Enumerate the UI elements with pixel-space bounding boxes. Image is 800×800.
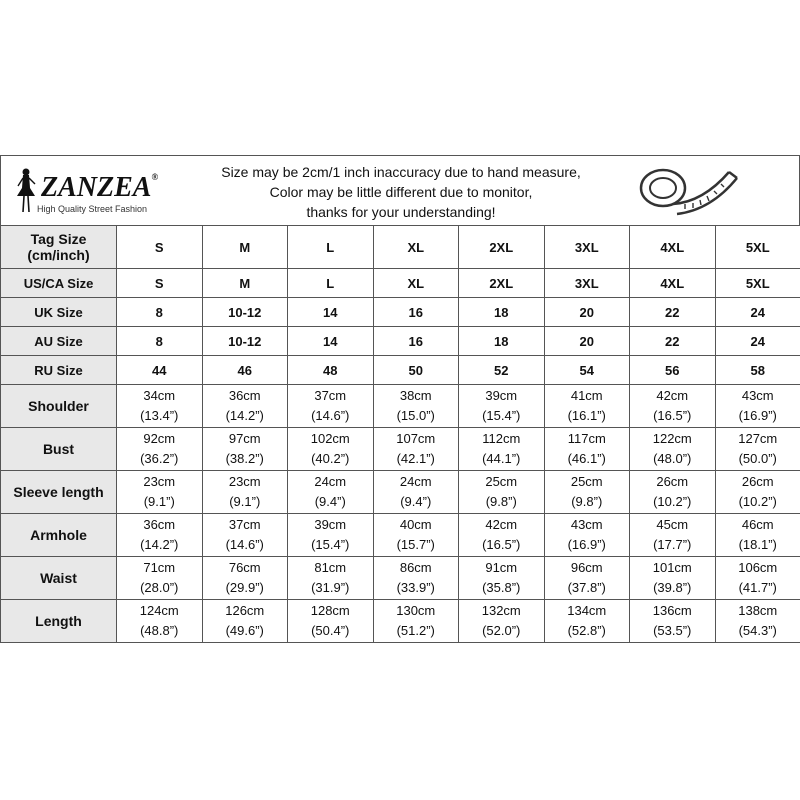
cm-value: 132cm: [481, 603, 521, 618]
measurement-cell: [459, 471, 545, 514]
notice-line-2: Color may be little different due to monitor,: [269, 184, 533, 200]
brand-tagline: High Quality Street Fashion: [37, 204, 148, 214]
inch-value: (40.2”): [311, 451, 350, 466]
measuring-tape-icon: [633, 158, 743, 224]
measurement-row: [1, 600, 800, 643]
cm-value: 138cm: [738, 603, 778, 618]
measurement-row: [1, 385, 800, 428]
measurement-row: [1, 471, 800, 514]
inch-value: (15.7”): [396, 537, 435, 552]
size-cell: 46: [202, 356, 288, 385]
size-cell: XL: [373, 269, 459, 298]
measurement-cell: [630, 514, 716, 557]
inch-value: (50.0”): [738, 451, 777, 466]
measurement-cell: [715, 471, 800, 514]
inch-value: (9.4”): [400, 494, 432, 509]
measurement-cell: [459, 557, 545, 600]
cm-value: 126cm: [225, 603, 265, 618]
size-cell: 16: [373, 327, 459, 356]
measurement-cell: [288, 557, 374, 600]
cm-value: 92cm: [143, 431, 176, 446]
cm-value: 91cm: [485, 560, 518, 575]
cm-value: 23cm: [228, 474, 261, 489]
cm-value: 106cm: [738, 560, 778, 575]
inch-value: (52.0”): [482, 623, 521, 638]
measurement-cell: [715, 557, 800, 600]
cm-value: 130cm: [396, 603, 436, 618]
measurement-cell: [459, 428, 545, 471]
measurement-cell: [117, 385, 203, 428]
measurement-cell: [288, 385, 374, 428]
cm-value: 37cm: [228, 517, 261, 532]
size-conversion-row: [1, 327, 800, 356]
inch-value: (37.8”): [567, 580, 606, 595]
inch-value: (48.8”): [140, 623, 179, 638]
inch-value: (10.2”): [738, 494, 777, 509]
inch-value: (15.4”): [311, 537, 350, 552]
chart-header: [0, 155, 800, 225]
cm-value: 101cm: [652, 560, 692, 575]
measurement-cell: [202, 385, 288, 428]
cm-value: 81cm: [314, 560, 347, 575]
inch-value: (33.9”): [396, 580, 435, 595]
measurement-cell: [544, 557, 630, 600]
size-cell: 54: [544, 356, 630, 385]
measurement-cell: [715, 385, 800, 428]
cm-value: 42cm: [485, 517, 518, 532]
measurement-cell: [288, 471, 374, 514]
inch-value: (15.4”): [482, 408, 521, 423]
cm-value: 39cm: [314, 517, 347, 532]
cm-value: 117cm: [567, 431, 606, 446]
row-label: Shoulder: [1, 385, 117, 428]
inch-value: (35.8”): [482, 580, 521, 595]
measurement-cell: [630, 471, 716, 514]
size-cell: 50: [373, 356, 459, 385]
cm-value: 25cm: [570, 474, 603, 489]
inch-value: (16.9”): [738, 408, 777, 423]
size-cell: S: [117, 226, 203, 269]
size-conversion-row: [1, 298, 800, 327]
inch-value: (54.3”): [738, 623, 777, 638]
size-cell: 24: [715, 327, 800, 356]
measurement-cell: [117, 428, 203, 471]
cm-value: 36cm: [143, 517, 176, 532]
cm-value: 24cm: [314, 474, 347, 489]
size-cell: 14: [288, 327, 374, 356]
cm-value: 96cm: [570, 560, 603, 575]
notice-line-3: thanks for your understanding!: [306, 204, 496, 220]
cm-value: 45cm: [656, 517, 689, 532]
measurement-cell: [630, 428, 716, 471]
measurement-row: [1, 557, 800, 600]
measurement-cell: [288, 600, 374, 643]
cm-value: 41cm: [570, 388, 603, 403]
cm-value: 112cm: [482, 431, 521, 446]
inch-value: (16.9”): [567, 537, 606, 552]
measurement-cell: [715, 428, 800, 471]
inch-value: (14.2”): [140, 537, 179, 552]
cm-value: 26cm: [741, 474, 774, 489]
inch-value: (48.0”): [653, 451, 692, 466]
size-cell: 5XL: [715, 226, 800, 269]
row-label: US/CA Size: [1, 269, 117, 298]
size-cell: M: [202, 226, 288, 269]
size-cell: 5XL: [715, 269, 800, 298]
cm-value: 128cm: [310, 603, 350, 618]
measurement-cell: [373, 600, 459, 643]
cm-value: 26cm: [656, 474, 689, 489]
inch-value: (41.7”): [738, 580, 777, 595]
measurement-cell: [202, 557, 288, 600]
measurement-cell: [459, 600, 545, 643]
size-cell: 44: [117, 356, 203, 385]
cm-value: 86cm: [399, 560, 432, 575]
cm-value: 107cm: [396, 431, 436, 446]
cm-value: 39cm: [485, 388, 518, 403]
size-cell: 22: [630, 327, 716, 356]
measurement-cell: [715, 514, 800, 557]
notice-line-1: Size may be 2cm/1 inch inaccuracy due to hand measure,: [221, 164, 581, 180]
cm-value: 124cm: [139, 603, 179, 618]
inch-value: (42.1”): [396, 451, 435, 466]
brand-logo: [7, 162, 167, 218]
row-label: Armhole: [1, 514, 117, 557]
size-cell: 22: [630, 298, 716, 327]
measurement-cell: [202, 471, 288, 514]
inch-value: (31.9”): [311, 580, 350, 595]
row-label: Waist: [1, 557, 117, 600]
inch-value: (49.6”): [225, 623, 264, 638]
inch-value: (14.6”): [225, 537, 264, 552]
size-cell: 58: [715, 356, 800, 385]
cm-value: 102cm: [310, 431, 350, 446]
size-chart: [0, 155, 800, 643]
inch-value: (14.2”): [225, 408, 264, 423]
size-cell: 16: [373, 298, 459, 327]
measurement-row: [1, 514, 800, 557]
size-cell: 14: [288, 298, 374, 327]
inch-value: (9.1”): [229, 494, 261, 509]
cm-value: 40cm: [399, 517, 432, 532]
cm-value: 122cm: [652, 431, 692, 446]
size-cell: 8: [117, 298, 203, 327]
cm-value: 43cm: [741, 388, 774, 403]
cm-value: 134cm: [567, 603, 607, 618]
measurement-cell: [715, 600, 800, 643]
size-cell: 48: [288, 356, 374, 385]
size-cell: 24: [715, 298, 800, 327]
cm-value: 97cm: [228, 431, 261, 446]
row-label: Length: [1, 600, 117, 643]
inch-value: (51.2”): [396, 623, 435, 638]
inch-value: (38.2”): [225, 451, 264, 466]
inch-value: (53.5”): [653, 623, 692, 638]
measurement-cell: [544, 385, 630, 428]
measurement-cell: [544, 471, 630, 514]
size-cell: XL: [373, 226, 459, 269]
inch-value: (36.2”): [140, 451, 179, 466]
fashion-figure-icon: [13, 166, 39, 216]
measurement-cell: [202, 600, 288, 643]
inch-value: (9.1”): [143, 494, 175, 509]
cm-value: 34cm: [143, 388, 176, 403]
size-cell: 4XL: [630, 269, 716, 298]
inch-value: (9.8”): [571, 494, 603, 509]
measurement-cell: [117, 514, 203, 557]
measurement-cell: [459, 385, 545, 428]
size-cell: 8: [117, 327, 203, 356]
inch-value: (44.1”): [482, 451, 521, 466]
measurement-cell: [288, 514, 374, 557]
size-cell: S: [117, 269, 203, 298]
cm-value: 127cm: [738, 431, 778, 446]
measurement-notice: [191, 162, 611, 222]
measurement-cell: [288, 428, 374, 471]
inch-value: (39.8”): [653, 580, 692, 595]
inch-value: (9.4”): [314, 494, 346, 509]
measurement-cell: [373, 514, 459, 557]
row-label: AU Size: [1, 327, 117, 356]
measurement-cell: [630, 600, 716, 643]
cm-value: 46cm: [741, 517, 774, 532]
inch-value: (52.8”): [567, 623, 606, 638]
cm-value: 38cm: [399, 388, 432, 403]
measurement-cell: [630, 557, 716, 600]
cm-value: 136cm: [652, 603, 692, 618]
cm-value: 36cm: [228, 388, 261, 403]
measurement-cell: [202, 514, 288, 557]
row-label: Tag Size (cm/inch): [1, 226, 117, 269]
size-cell: 2XL: [459, 269, 545, 298]
size-cell: 10-12: [202, 298, 288, 327]
size-cell: 18: [459, 327, 545, 356]
cm-value: 23cm: [143, 474, 176, 489]
cm-value: 25cm: [485, 474, 518, 489]
cm-value: 43cm: [570, 517, 603, 532]
row-label: Bust: [1, 428, 117, 471]
cm-value: 71cm: [143, 560, 176, 575]
measurement-cell: [373, 428, 459, 471]
inch-value: (18.1”): [738, 537, 777, 552]
inch-value: (29.9”): [225, 580, 264, 595]
size-cell: 18: [459, 298, 545, 327]
inch-value: (50.4”): [311, 623, 350, 638]
measurement-cell: [544, 600, 630, 643]
size-table: [0, 225, 800, 643]
inch-value: (13.4”): [140, 408, 179, 423]
size-conversion-row: [1, 269, 800, 298]
inch-value: (10.2”): [653, 494, 692, 509]
tag-size-row: [1, 226, 800, 269]
inch-value: (16.5”): [653, 408, 692, 423]
size-cell: 20: [544, 327, 630, 356]
inch-value: (15.0”): [396, 408, 435, 423]
cm-value: 37cm: [314, 388, 347, 403]
size-cell: L: [288, 269, 374, 298]
size-cell: M: [202, 269, 288, 298]
measurement-cell: [202, 428, 288, 471]
inch-value: (16.5”): [482, 537, 521, 552]
size-cell: 52: [459, 356, 545, 385]
measurement-cell: [117, 557, 203, 600]
size-cell: 20: [544, 298, 630, 327]
inch-value: (14.6”): [311, 408, 350, 423]
measurement-cell: [373, 471, 459, 514]
inch-value: (9.8”): [485, 494, 517, 509]
size-cell: 10-12: [202, 327, 288, 356]
size-cell: 56: [630, 356, 716, 385]
inch-value: (28.0”): [140, 580, 179, 595]
size-cell: 3XL: [544, 269, 630, 298]
measurement-cell: [459, 514, 545, 557]
size-cell: L: [288, 226, 374, 269]
size-cell: 3XL: [544, 226, 630, 269]
size-cell: 4XL: [630, 226, 716, 269]
measurement-cell: [544, 514, 630, 557]
measurement-cell: [117, 471, 203, 514]
cm-value: 76cm: [228, 560, 261, 575]
cm-value: 42cm: [656, 388, 689, 403]
row-label: UK Size: [1, 298, 117, 327]
inch-value: (17.7”): [653, 537, 692, 552]
measurement-row: [1, 428, 800, 471]
measurement-cell: [117, 600, 203, 643]
row-label: Sleeve length: [1, 471, 117, 514]
brand-name: ZANZEA®: [41, 172, 159, 203]
inch-value: (46.1”): [567, 451, 606, 466]
size-conversion-row: [1, 356, 800, 385]
row-label: RU Size: [1, 356, 117, 385]
measurement-cell: [544, 428, 630, 471]
measurement-cell: [373, 557, 459, 600]
measurement-cell: [373, 385, 459, 428]
size-cell: 2XL: [459, 226, 545, 269]
measurement-cell: [630, 385, 716, 428]
inch-value: (16.1”): [567, 408, 606, 423]
cm-value: 24cm: [399, 474, 432, 489]
